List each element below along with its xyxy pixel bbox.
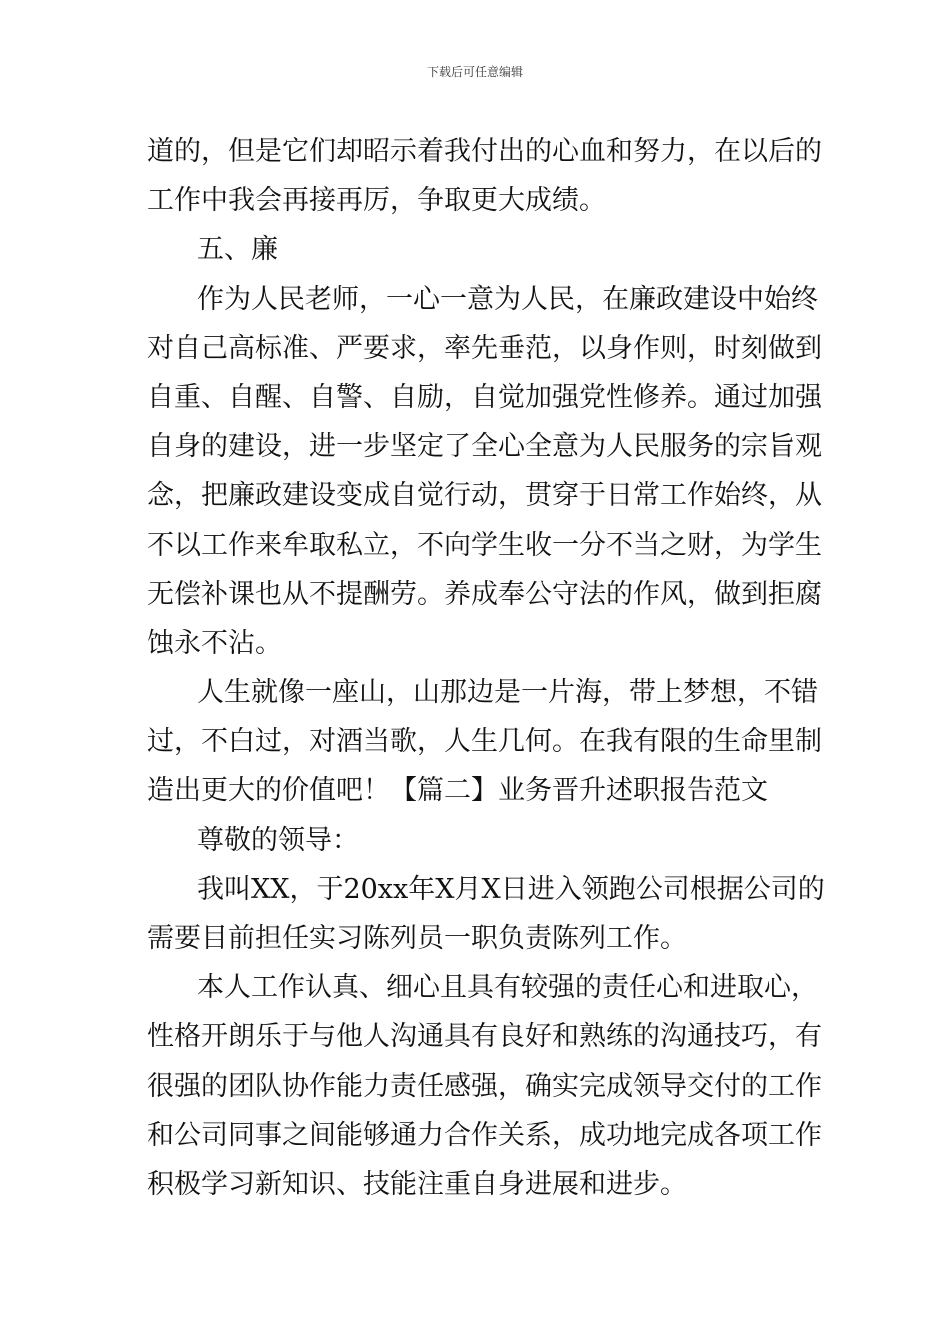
text-line: 需要目前担任实习陈列员一职负责陈列工作。: [147, 923, 687, 954]
text-line: 性格开朗乐于与他人沟通具有良好和熟练的沟通技巧，有: [147, 1021, 822, 1053]
text-line: 很强的团队协作能力责任感强，确实完成领导交付的工作: [147, 1070, 822, 1102]
text-line: 和公司同事之间能够通力合作关系，成功地完成各项工作: [147, 1119, 822, 1151]
text-line: 作为人民老师，一心一意为人民，在廉政建设中始终: [197, 283, 818, 315]
text-line: 念，把廉政建设变成自觉行动，贯穿于日常工作始终，从: [147, 480, 822, 512]
text-line: 积极学习新知识、技能注重自身进展和进步。: [147, 1168, 687, 1200]
text-line: 对自己高标准、严要求，率先垂范，以身作则，时刻做到: [147, 332, 822, 364]
salutation: 尊敬的领导：: [197, 824, 359, 856]
document-body: [147, 127, 825, 1209]
text-line: 自身的建设，进一步坚定了全心全意为人民服务的宗旨观: [147, 431, 822, 463]
text-line: 自重、自醒、自警、自励，自觉加强党性修养。通过加强: [147, 381, 822, 413]
text-line: 人生就像一座山，山那边是一片海，带上梦想，不错: [197, 677, 818, 709]
text-line: 蚀永不沾。: [147, 627, 282, 659]
text-line: 本人工作认真、细心且具有较强的责任心和进取心，: [197, 972, 818, 1004]
text-line: 造出更大的价值吧！【篇二】业务晋升述职报告范文: [147, 775, 768, 807]
text-line: 道的，但是它们却昭示着我付出的心血和努力，在以后的: [147, 136, 822, 167]
text-line: 我叫XX，于20xx年X月X日进入领跑公司根据公司的: [197, 873, 825, 905]
text-line: 过，不白过，对酒当歌，人生几何。在我有限的生命里制: [147, 726, 822, 758]
text-line: 无偿补课也从不提酬劳。养成奉公守法的作风，做到拒腐: [147, 578, 822, 610]
text-line: 工作中我会再接再厉，争取更大成绩。: [147, 185, 606, 217]
section-heading: 五、廉: [197, 234, 278, 266]
page-header-note: 下载后可任意编辑: [426, 65, 523, 79]
text-line: 不以工作来牟取私立，不向学生收一分不当之财，为学生: [147, 529, 822, 561]
